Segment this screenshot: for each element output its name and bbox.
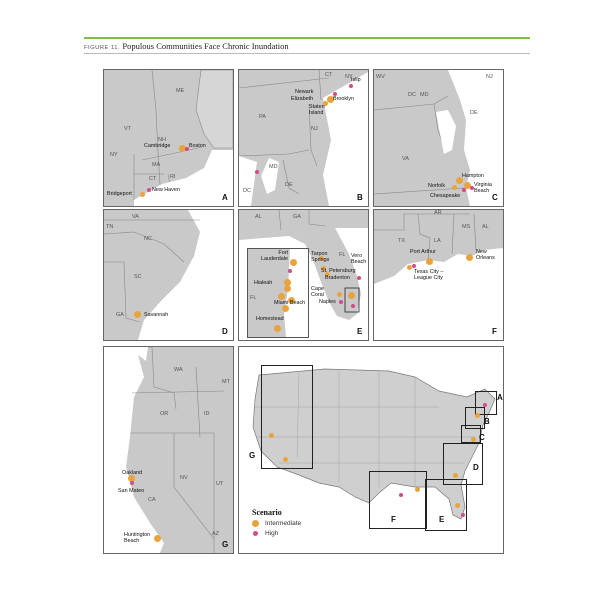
state-label: GA <box>116 312 124 318</box>
state-label: VT <box>124 126 132 132</box>
state-label: GA <box>293 214 301 220</box>
legend-item <box>252 530 301 537</box>
city-label: Virginia Beach <box>474 182 492 194</box>
city-label: Vero Beach <box>351 253 367 265</box>
state-label: NC <box>144 236 152 242</box>
high-marker <box>461 513 465 517</box>
city-label: Islip <box>351 77 361 83</box>
map-panel-f <box>373 209 504 341</box>
intermediate-marker <box>426 258 433 265</box>
state-label: AL <box>482 224 489 230</box>
intermediate-marker <box>290 259 297 266</box>
high-marker <box>483 403 487 407</box>
state-label: DE <box>470 110 478 116</box>
state-label: SC <box>134 274 142 280</box>
high-marker <box>255 170 259 174</box>
box-label-f: F <box>391 515 396 524</box>
intermediate-marker <box>407 265 412 270</box>
intermediate-marker <box>283 457 288 462</box>
state-label: AL <box>255 214 262 220</box>
city-label: New Haven <box>152 187 180 193</box>
legend-item <box>252 520 301 527</box>
high-marker <box>130 481 134 485</box>
intermediate-marker <box>274 325 281 332</box>
city-label: Huntington Beach <box>124 532 151 544</box>
intermediate-marker <box>348 292 355 299</box>
panel-d-map <box>104 210 233 340</box>
panel-letter: F <box>492 327 497 336</box>
panel-letter: A <box>222 193 228 202</box>
state-label: WV <box>376 74 385 80</box>
box-label-g: G <box>249 451 256 460</box>
intermediate-marker <box>284 285 291 292</box>
state-label: CA <box>148 497 156 503</box>
state-label: TN <box>106 224 114 230</box>
state-label: TX <box>398 238 406 244</box>
map-panel-g <box>103 346 234 554</box>
high-marker <box>147 188 151 192</box>
panel-a-map <box>104 70 233 206</box>
state-label: ID <box>204 411 210 417</box>
state-label: LA <box>434 238 441 244</box>
high-marker <box>351 304 355 308</box>
inset-box-e <box>425 479 467 531</box>
city-label: New Orleans <box>476 249 495 261</box>
high-marker <box>357 276 361 280</box>
figure-title <box>84 41 289 51</box>
city-label: Cambridge <box>144 143 171 149</box>
state-label: NJ <box>486 74 493 80</box>
city-label: Cape Coral <box>311 286 324 298</box>
box-label-c: C <box>479 433 485 442</box>
map-panel-e <box>238 209 369 341</box>
state-label: VA <box>132 214 139 220</box>
state-label: CT <box>325 72 333 78</box>
intermediate-marker <box>453 473 458 478</box>
state-label: AR <box>434 210 442 216</box>
state-label: WA <box>174 367 183 373</box>
state-label: ME <box>176 88 185 94</box>
state-label: OR <box>160 411 169 417</box>
city-label: Brooklyn <box>333 96 354 102</box>
panel-letter: D <box>222 327 228 336</box>
map-panel-a <box>103 69 234 207</box>
city-label: Elizabeth <box>291 96 314 102</box>
state-label: MS <box>462 224 471 230</box>
state-label: MD <box>420 92 429 98</box>
intermediate-marker <box>269 433 274 438</box>
inset-map <box>247 248 309 338</box>
intermediate-marker <box>452 185 457 190</box>
figure-heading: Populous Communities Face Chronic Inundation <box>122 41 289 51</box>
intermediate-marker <box>337 292 342 297</box>
legend-label: Intermediate <box>265 520 302 527</box>
high-swatch <box>253 531 258 536</box>
city-label: Bridgeport <box>107 191 132 197</box>
intermediate-marker <box>471 437 476 442</box>
intermediate-marker <box>278 293 285 300</box>
box-label-b: B <box>484 417 490 426</box>
high-marker <box>349 84 353 88</box>
intermediate-marker <box>455 503 460 508</box>
map-panel-d <box>103 209 234 341</box>
city-label: Oakland <box>122 470 143 476</box>
city-label: Staten Island <box>309 104 325 116</box>
legend-label: High <box>265 530 279 537</box>
city-label: Homestead <box>256 316 284 322</box>
state-label: NV <box>180 475 188 481</box>
city-label: Boston <box>189 143 206 149</box>
map-panel-c <box>373 69 504 207</box>
city-label: Miami Beach <box>274 300 306 306</box>
state-label: DC <box>408 92 416 98</box>
high-marker <box>288 269 292 273</box>
city-label: San Mateo <box>118 488 145 494</box>
state-label: MA <box>152 162 161 168</box>
figure-label: FIGURE 11. <box>84 45 121 51</box>
intermediate-marker <box>154 535 161 542</box>
state-label: FL <box>339 252 346 258</box>
state-label: UT <box>216 481 224 487</box>
city-label: Chesapeake <box>430 193 461 199</box>
state-label: DE <box>285 182 293 188</box>
city-label: Newark <box>295 89 314 95</box>
map-panel-b <box>238 69 369 207</box>
box-label-a: A <box>497 393 503 402</box>
state-label: NH <box>158 137 166 143</box>
state-label: NJ <box>311 126 318 132</box>
city-label: Hampton <box>462 173 484 179</box>
state-label: FL <box>250 295 257 301</box>
box-label-e: E <box>439 515 445 524</box>
high-marker <box>399 493 403 497</box>
state-label: AZ <box>212 531 220 537</box>
intermediate-marker <box>140 192 145 197</box>
legend <box>252 508 301 537</box>
city-label: Naples <box>319 299 336 305</box>
high-marker <box>462 188 466 192</box>
state-label: MD <box>269 164 278 170</box>
high-marker <box>412 264 416 268</box>
figure-divider <box>84 53 530 54</box>
city-label: Port Arthur <box>410 249 436 255</box>
state-label: CT <box>149 176 157 182</box>
city-label: Hialeah <box>254 280 273 286</box>
state-label: MT <box>222 379 230 385</box>
legend-title: Scenario <box>252 508 282 517</box>
intermediate-marker <box>415 487 420 492</box>
panel-letter: C <box>492 193 498 202</box>
city-label: Savannah <box>144 312 169 318</box>
panel-letter: B <box>357 193 363 202</box>
state-label: NY <box>110 152 118 158</box>
intermediate-marker <box>466 254 473 261</box>
state-label: VA <box>402 156 409 162</box>
intermediate-swatch <box>252 520 259 527</box>
city-label: Bradenton <box>325 275 350 281</box>
panel-letter: E <box>357 327 363 336</box>
inset-box-g <box>261 365 313 469</box>
state-label: PA <box>259 114 266 120</box>
intermediate-marker <box>134 311 141 318</box>
city-label: Tarpon Springs <box>311 251 330 263</box>
state-label: NY <box>345 74 353 80</box>
panel-g-map <box>104 347 233 553</box>
city-label: Norfolk <box>428 183 446 189</box>
city-label: Texas City – League City <box>414 269 444 281</box>
state-label: DC <box>243 188 251 194</box>
inset-box-f <box>369 471 427 529</box>
panel-letter: G <box>222 540 229 549</box>
state-label: RI <box>170 174 176 180</box>
box-label-d: D <box>473 463 479 472</box>
high-marker <box>339 300 343 304</box>
intermediate-marker <box>475 413 480 418</box>
city-label: Fort Lauderdale <box>261 250 288 262</box>
city-label: St. Petersburg <box>321 268 356 274</box>
title-rule <box>84 37 530 39</box>
